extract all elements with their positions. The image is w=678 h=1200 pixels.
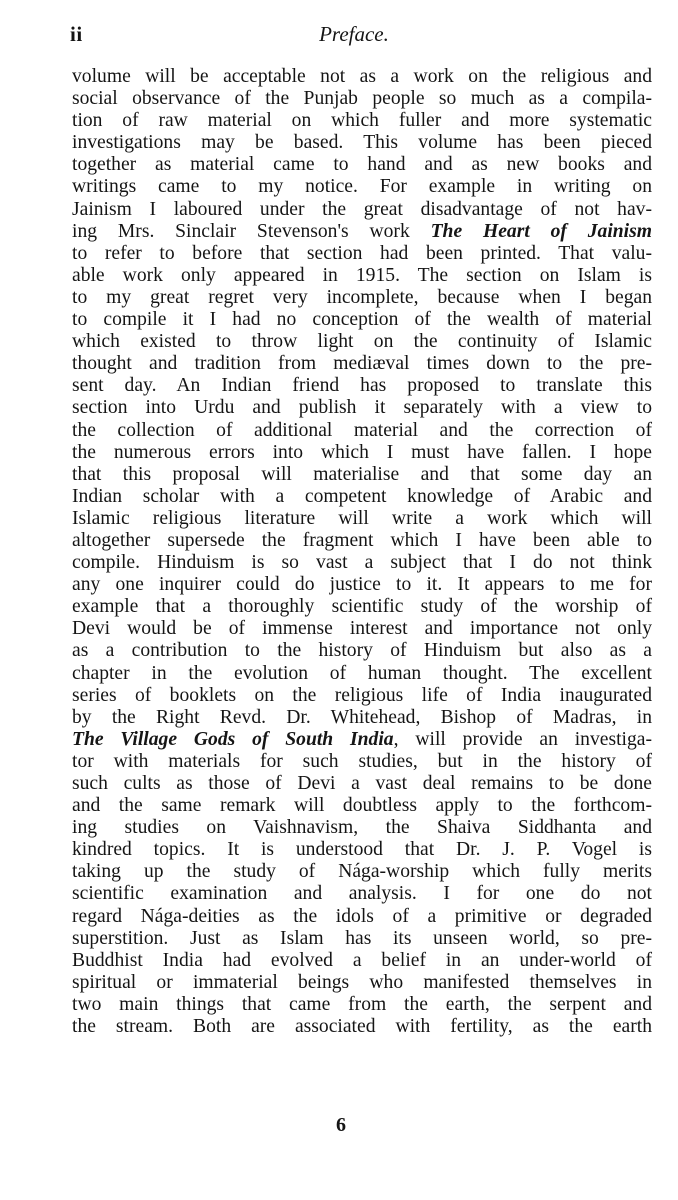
text-line: taking up the study of Nága-worship which fully merits	[72, 861, 652, 883]
text-line: which existed to throw light on the continuity of Islamic	[72, 331, 652, 353]
text-line: to compile it I had no conception of the wealth of material	[72, 309, 652, 331]
text-line: the collection of additional material and the correction of	[72, 419, 652, 441]
text-line: Indian scholar with a competent knowledge of Arabic and	[72, 485, 652, 507]
text-line: by the Right Revd. Dr. Whitehead, Bishop of Madras, in	[72, 706, 652, 728]
text-line: such cults as those of Devi a vast deal remains to be done	[72, 773, 652, 794]
text-line: ing Mrs. Sinclair Stevenson's work The Heart of Jainism	[72, 220, 652, 242]
text-line: writings came to my notice. For example in writing on	[72, 176, 652, 198]
text-line: ing studies on Vaishnavism, the Shaiva Siddhanta and	[72, 817, 652, 839]
running-title: Preface.	[319, 22, 389, 46]
text-line: thought and tradition from mediæval times down to the pre-	[72, 353, 652, 375]
text-line: sent day. An Indian friend has proposed to translate this	[72, 375, 652, 397]
text-line: Islamic religious literature will write a work which will	[72, 507, 652, 529]
text-line: spiritual or immaterial beings who manifested themselves in	[72, 971, 652, 993]
book-title: The Heart of Jainism	[430, 220, 652, 242]
text-line: altogether supersede the fragment which I have been able to	[72, 529, 652, 551]
text-line: superstition. Just as Islam has its unseen world, so pre-	[72, 927, 652, 949]
text-line: that this proposal will materialise and that some day an	[72, 463, 652, 485]
folio-number: 6	[336, 1114, 346, 1136]
text-line: Devi would be of immense interest and importance not only	[72, 618, 652, 640]
text-line: to refer to before that section had been printed. That valu-	[72, 242, 652, 264]
text-line: volume will be acceptable not as a work on the religious and	[72, 66, 652, 87]
text-line: section into Urdu and publish it separately with a view to	[72, 397, 652, 419]
book-title: The Village Gods of South India	[72, 728, 394, 750]
text-line: Buddhist India had evolved a belief in an under-world of	[72, 949, 652, 971]
text-line: together as material came to hand and as new books and	[72, 154, 652, 176]
text-line: able work only appeared in 1915. The section on Islam is	[72, 264, 652, 286]
preface-body	[72, 66, 652, 1038]
text-line: the stream. Both are associated with fertility, as the earth	[72, 1016, 652, 1038]
text-line: scientific examination and analysis. I for one do not	[72, 883, 652, 905]
text-line: chapter in the evolution of human thought. The excellent	[72, 662, 652, 684]
text-line: investigations may be based. This volume has been pieced	[72, 132, 652, 154]
text-line: compile. Hinduism is so vast a subject that I do not think	[72, 552, 652, 574]
text-line: to my great regret very incomplete, because when I began	[72, 286, 652, 308]
text-line: tor with materials for such studies, but in the history of	[72, 750, 652, 772]
roman-page-number: ii	[70, 22, 83, 46]
text-line: two main things that came from the earth, the serpent and	[72, 993, 652, 1015]
text-line: series of booklets on the religious life of India inaugurated	[72, 684, 652, 706]
text-line: tion of raw material on which fuller and more systematic	[72, 110, 652, 132]
text-line: Jainism I laboured under the great disadvantage of not hav-	[72, 198, 652, 220]
text-line: kindred topics. It is understood that Dr. J. P. Vogel is	[72, 839, 652, 861]
text-line: any one inquirer could do justice to it. It appears to me for	[72, 574, 652, 596]
text-line: and the same remark will doubtless apply to the forthcom-	[72, 795, 652, 817]
text-line: The Village Gods of South India, will provide an investiga-	[72, 728, 652, 750]
text-line: social observance of the Punjab people so much as a compila-	[72, 88, 652, 110]
text-line: example that a thoroughly scientific study of the worship of	[72, 596, 652, 618]
text-line: as a contribution to the history of Hinduism but also as a	[72, 640, 652, 662]
text-line: regard Nága-deities as the idols of a primitive or degraded	[72, 905, 652, 927]
text-line: the numerous errors into which I must have fallen. I hope	[72, 441, 652, 463]
